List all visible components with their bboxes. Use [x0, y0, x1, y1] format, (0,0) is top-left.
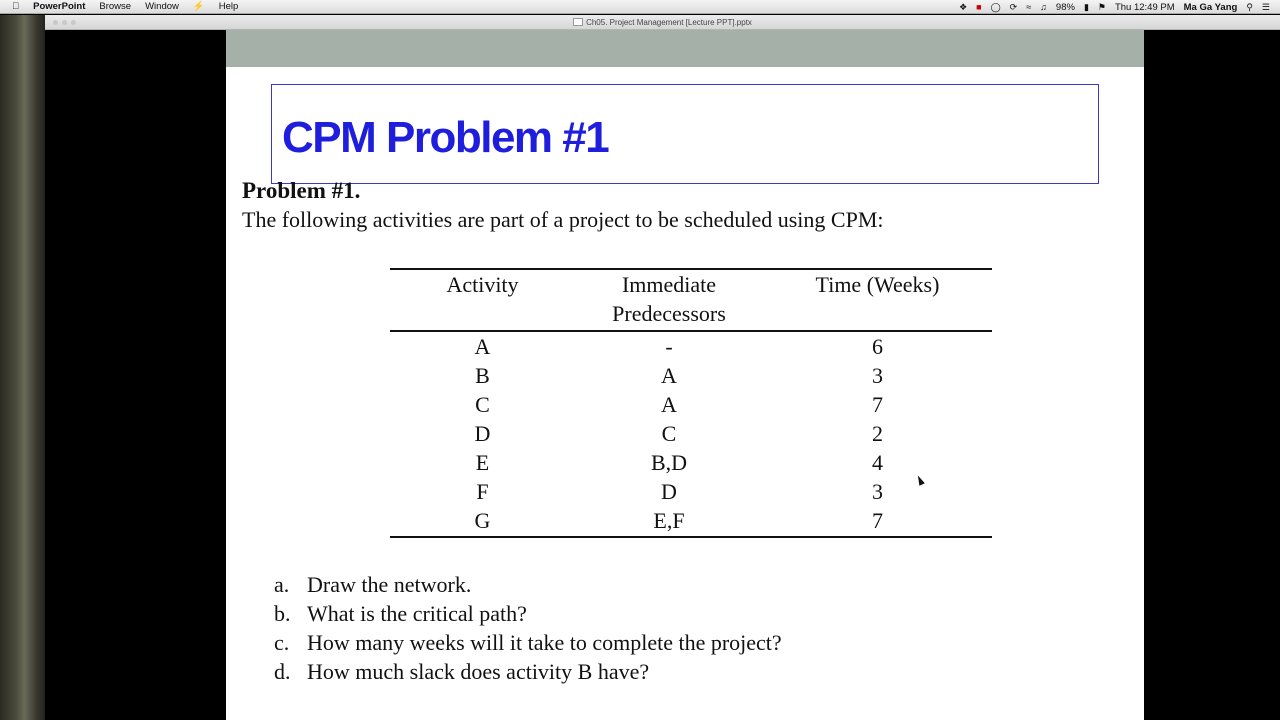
volume-icon[interactable]: ♫ [1040, 2, 1047, 12]
dropbox-icon[interactable]: ❖ [959, 1, 968, 12]
table-row [390, 419, 992, 448]
question-text: Draw the network. [307, 572, 472, 597]
table-row [390, 331, 992, 361]
cell-activity: E [475, 450, 490, 475]
cell-time: 2 [872, 421, 883, 446]
window-titlebar[interactable] [45, 15, 1280, 30]
spotlight-search-icon[interactable]: ⚲ [1246, 1, 1253, 12]
sync-icon[interactable]: ⟳ [1009, 1, 1018, 12]
cell-activity: A [474, 334, 491, 359]
cell-time: 3 [872, 479, 883, 504]
problem-intro: The following activities are part of a project to be scheduled using CPM: [242, 207, 884, 232]
apple-icon[interactable] [12, 1, 19, 12]
red-app-icon[interactable]: ■ [976, 2, 982, 12]
question-item [274, 628, 782, 657]
cell-time: 7 [872, 392, 883, 417]
question-label: b. [274, 601, 291, 626]
cell-predecessors: B,D [650, 450, 688, 475]
cell-activity: C [475, 392, 490, 417]
table-row [390, 477, 992, 506]
cell-predecessors: A [661, 363, 677, 388]
table-row [390, 448, 992, 477]
battery-percent[interactable]: 98% [1055, 1, 1075, 13]
cell-predecessors: C [661, 421, 677, 446]
app-menu-powerpoint[interactable]: PowerPoint [26, 1, 79, 12]
cell-activity: D [474, 421, 491, 446]
header-predecessors-line1: Immediate [621, 272, 717, 297]
cell-time: 4 [872, 450, 883, 475]
desktop-background [0, 15, 45, 720]
question-text: What is the critical path? [307, 601, 527, 626]
slide[interactable] [226, 30, 1144, 720]
cell-time: 3 [872, 363, 883, 388]
menu-browse[interactable]: Browse [92, 1, 124, 12]
activity-table [390, 268, 992, 538]
question-item [274, 657, 782, 686]
cell-time: 7 [763, 506, 992, 537]
header-predecessors [575, 269, 763, 331]
header-time: Time (Weeks) [763, 269, 992, 331]
question-item [274, 570, 782, 599]
cell-activity: F [476, 479, 489, 504]
cell-predecessors: E,F [575, 506, 763, 537]
header-activity: Activity [390, 269, 575, 331]
question-item [274, 599, 782, 628]
problem-heading: Problem #1. [242, 178, 361, 203]
minimize-window-icon[interactable] [62, 20, 67, 25]
question-label: d. [274, 659, 291, 684]
menu-help[interactable]: Help [211, 1, 232, 12]
user-name[interactable]: Ma Ga Yang [1183, 1, 1238, 13]
cell-predecessors: D [661, 479, 677, 504]
table-row [390, 361, 992, 390]
cell-activity: B [475, 363, 490, 388]
slide-title: CPM Problem #1 [282, 113, 609, 162]
table-header-row [390, 269, 992, 331]
header-predecessors-line2: Predecessors [612, 301, 726, 326]
question-label: a. [274, 572, 290, 597]
cell-time: 6 [872, 334, 883, 359]
cell-predecessors: A [661, 392, 677, 417]
window-title: Ch05. Project Management [Lecture PPT].pptx [586, 18, 752, 27]
notification-center-icon[interactable]: ☰ [1261, 1, 1270, 12]
wifi-icon[interactable]: ≈ [1026, 2, 1032, 12]
question-text: How many weeks will it take to complete the project? [307, 630, 782, 655]
document-icon [573, 18, 583, 26]
table-row [390, 506, 992, 537]
question-list [274, 570, 782, 686]
bolt-icon[interactable]: ⚡ [185, 1, 198, 12]
question-label: c. [274, 630, 290, 655]
table-row [390, 390, 992, 419]
zoom-window-icon[interactable] [71, 20, 76, 25]
close-window-icon[interactable] [53, 20, 58, 25]
battery-icon[interactable]: ▮ [1083, 1, 1089, 12]
menu-bar [0, 0, 1280, 14]
slide-header-band [226, 30, 1144, 67]
flag-icon[interactable]: ⚑ [1097, 1, 1106, 12]
shield-icon[interactable]: ◯ [990, 1, 1001, 12]
cell-activity: G [390, 506, 575, 537]
window-controls [53, 20, 80, 25]
clock[interactable]: Thu 12:49 PM [1114, 1, 1175, 13]
cell-predecessors: - [665, 334, 673, 359]
question-text: How much slack does activity B have? [307, 659, 650, 684]
menu-window[interactable]: Window [137, 1, 172, 12]
title-placeholder [271, 84, 1099, 184]
